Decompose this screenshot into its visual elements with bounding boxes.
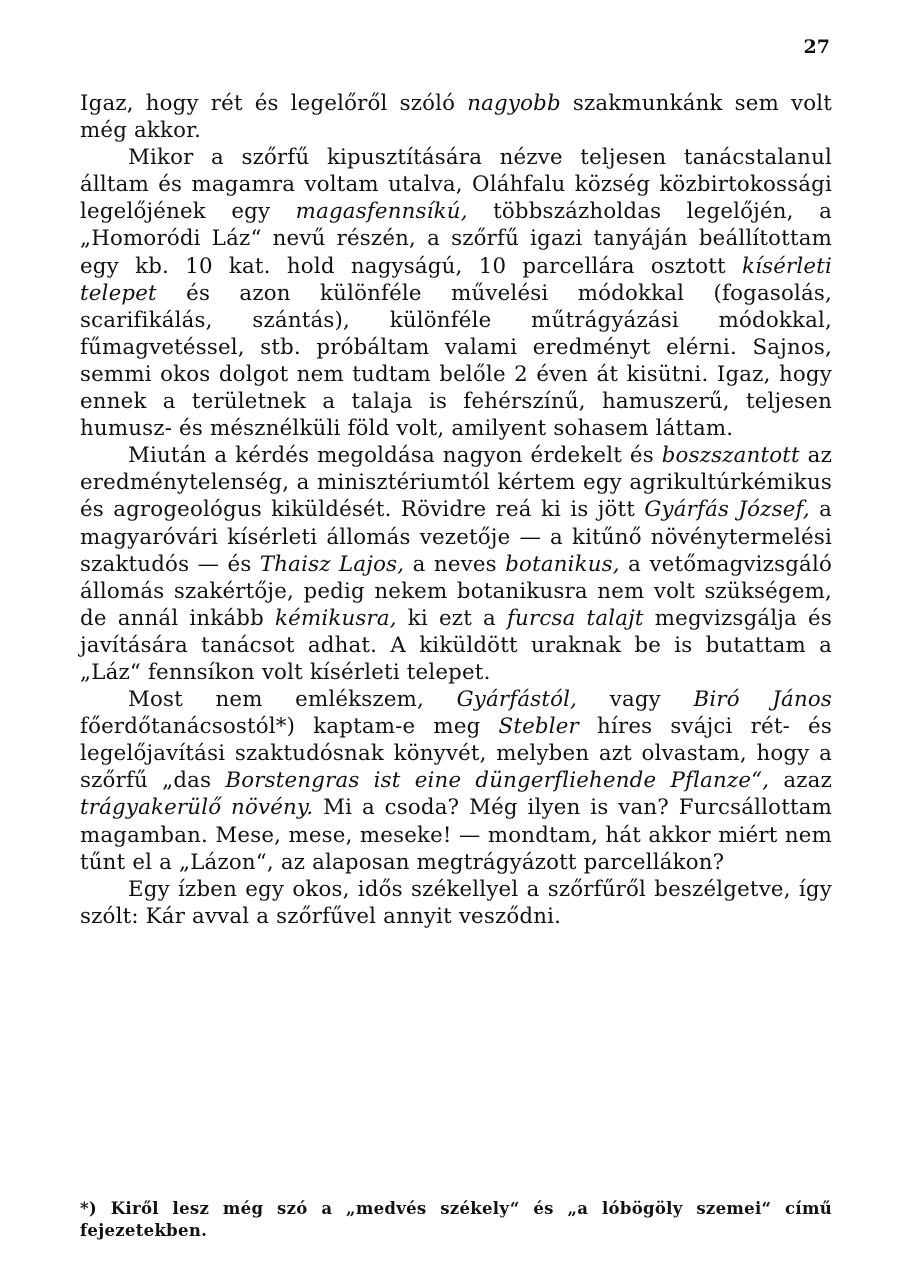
text-segment: Egy ízben egy okos, idős székellyel a szőrfűről beszélgetve, így szólt: Kár avval a szőrfűvel annyit vesződni. <box>80 876 832 929</box>
text-segment: főerdőtanácsostól*) kaptam-e meg <box>80 714 499 740</box>
italic-text-segment: trágyakerülő növény. <box>80 795 314 821</box>
text-segment: ki ezt a <box>396 605 507 631</box>
italic-text-segment: kísérleti telepet <box>80 253 832 306</box>
italic-text-segment: boszszantott <box>661 443 800 469</box>
text-segment: és azon különféle művelési módokkal (fogasolás, scarifikálás, szántás), különféle műtrágyázási módokkal, fűmagvetéssel, stb. próbáltam valami eredményt elérni. Sajnos, semmi okos dolgot nem tudtam belőle 2 éven át kisütni. Igaz, hogy ennek a területnek a talaja is fehérszínű, hamuszerű, teljesen humusz- és mésznélküli föld volt, amilyent sohasem láttam. <box>80 280 832 442</box>
text-segment: szakmunkánk sem volt még akkor. <box>80 91 832 144</box>
italic-text-segment: kémikusra, <box>275 605 397 631</box>
text-segment: a magyaróvári kísérleti állomás vezetője — a kitűnő növénytermelési szaktudós — és <box>80 497 832 577</box>
italic-text-segment: Gyárfástól, <box>456 687 578 713</box>
text-segment: Miután a kérdés megoldása nagyon érdekelt és <box>128 443 662 469</box>
text-segment: a vetőmagvizsgáló állomás szakértője, pedig nekem botanikusra nem volt szükségem, de annál inkább <box>80 551 832 631</box>
italic-text-segment: botanikus, <box>505 551 620 577</box>
italic-text-segment: furcsa talajt <box>506 605 644 631</box>
italic-text-segment: Stebler <box>498 714 579 740</box>
text-segment: Most nem emlékszem, <box>128 687 457 713</box>
italic-text-segment: nagyobb <box>467 91 561 116</box>
text-segment: híres svájci rét- és legelőjavítási szaktudósnak könyvét, melyben azt olvastam, hogy a szőrfű „das <box>80 714 832 794</box>
text-segment: az eredménytelenség, a minisztériumtól kértem egy agrikultúrkémikus és agrogeológus kiküldését. Rövidre reá ki is jött <box>80 443 832 523</box>
paragraph <box>80 90 832 144</box>
text-segment: Mi a csoda? Még ilyen is van? Furcsállottam magamban. Mese, mese, meseke! — mondtam, hát akkor miért nem tűnt el a „Lázon“, az alaposan megtrágyázott parcellákon? <box>80 795 833 875</box>
text-segment: azaz <box>769 768 832 794</box>
body-text <box>80 90 832 930</box>
page-number: 27 <box>803 36 830 58</box>
text-segment: Mikor a szőrfű kipusztítására nézve teljesen tanácstalanul álltam és magamra voltam utalva, Oláhfalu község közbirtokossági legelőjének egy <box>80 145 832 225</box>
italic-text-segment: magasfennsíkú, <box>295 199 468 225</box>
italic-text-segment: Thaisz Lajos, <box>259 551 405 577</box>
text-segment: a neves <box>404 551 506 577</box>
paragraph <box>80 686 832 876</box>
text-segment: vagy <box>577 687 694 713</box>
footnote: *) Kiről lesz még szó a „medvés székely“ és „a lóbögöly szemei“ című fejezetekben. <box>80 1199 832 1240</box>
paragraph <box>80 144 832 442</box>
italic-text-segment: Biró János <box>693 687 833 713</box>
text-segment: Igaz, hogy rét és legelőről szóló <box>80 91 468 116</box>
paragraph <box>80 442 832 686</box>
paragraph <box>80 876 832 930</box>
text-segment: megvizsgálja és javítására tanácsot adhat. A kiküldött uraknak be is butattam a „Láz“ fennsíkon volt kísérleti telepet. <box>80 605 832 685</box>
italic-text-segment: Borstengras ist eine düngerfliehende Pflanze“, <box>225 768 770 794</box>
italic-text-segment: Gyárfás József, <box>644 497 810 523</box>
text-segment: többszázholdas legelőjén, a „Homoródi Láz“ nevű részén, a szőrfű igazi tanyáján beállítottam egy kb. 10 kat. hold nagyságú, 10 parcellára osztott <box>80 199 832 279</box>
